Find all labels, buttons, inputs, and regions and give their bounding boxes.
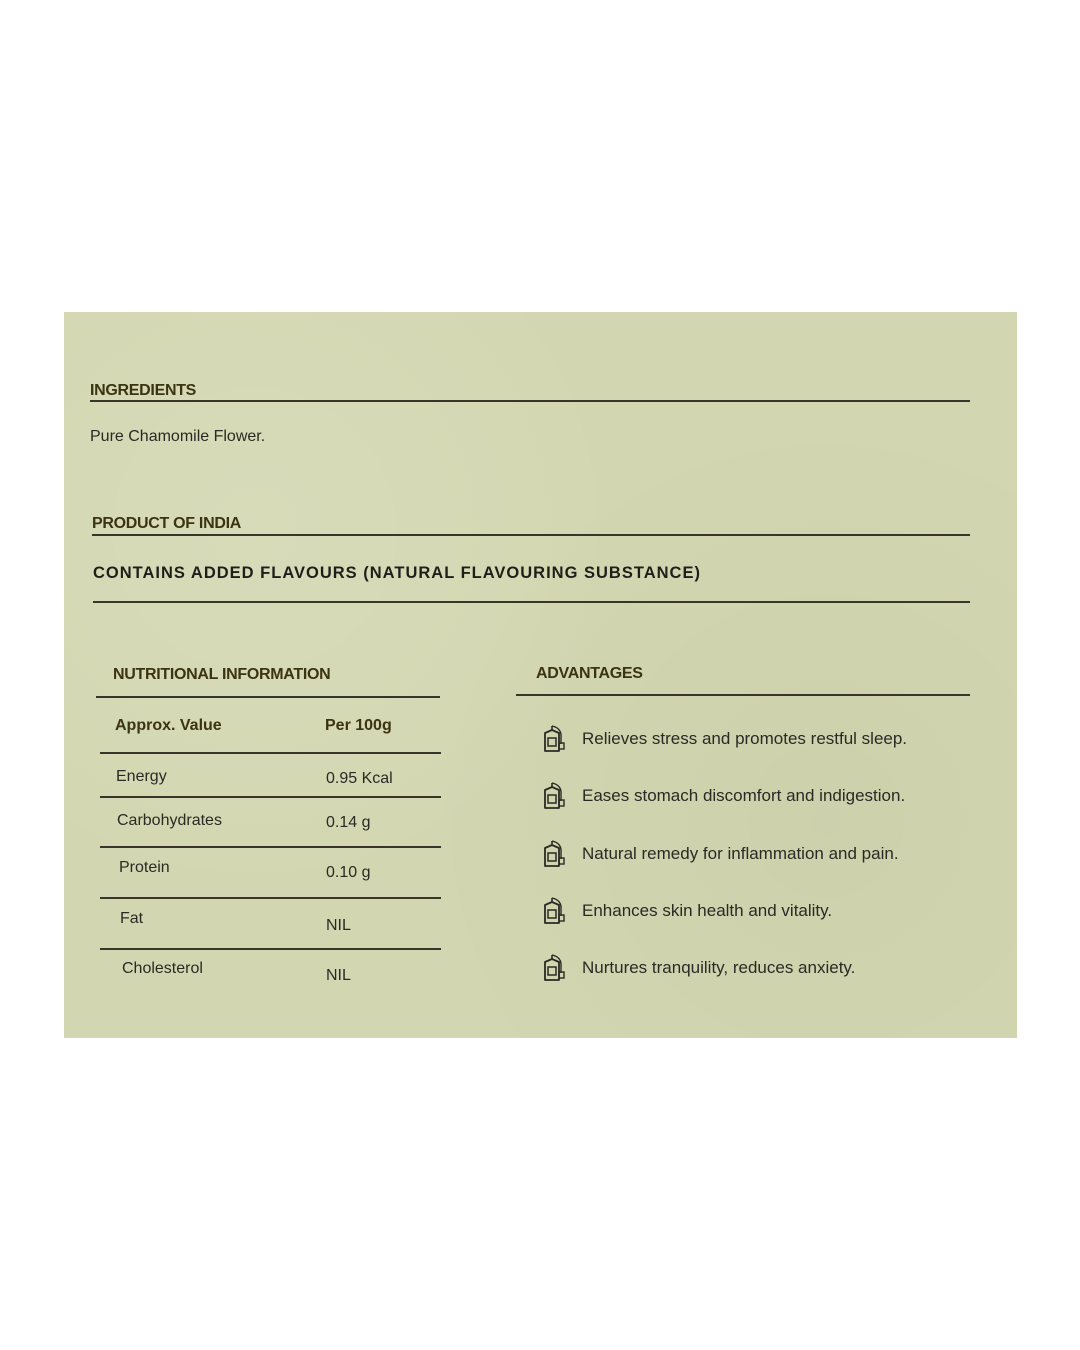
ingredients-heading: INGREDIENTS xyxy=(90,382,197,399)
advantage-item xyxy=(542,953,855,983)
nutrition-row-cholesterol-label: Cholesterol xyxy=(122,960,203,977)
advantage-text: Natural remedy for inflammation and pain. xyxy=(582,844,899,863)
advantages-rule xyxy=(516,694,970,696)
flavour-rule xyxy=(93,601,970,603)
advantages-heading: ADVANTAGES xyxy=(536,665,643,682)
table-row-divider xyxy=(100,796,441,798)
nutrition-heading: NUTRITIONAL INFORMATION xyxy=(113,666,331,683)
advantage-text: Eases stomach discomfort and indigestion. xyxy=(582,786,906,805)
nutrition-row-energy-value: 0.95 Kcal xyxy=(326,770,393,787)
nutrition-row-energy-label: Energy xyxy=(116,768,167,785)
tea-bag-icon xyxy=(542,781,568,811)
advantage-text: Nurtures tranquility, reduces anxiety. xyxy=(582,958,856,977)
table-row-divider xyxy=(100,752,441,754)
origin-rule xyxy=(92,534,970,536)
tea-bag-icon xyxy=(542,724,568,754)
ingredients-text: Pure Chamomile Flower. xyxy=(90,428,266,445)
product-label-card xyxy=(64,312,1017,1038)
table-row-divider xyxy=(100,897,441,899)
advantage-item xyxy=(542,896,832,926)
table-row-divider xyxy=(100,846,441,848)
nutrition-col-header-value: Per 100g xyxy=(325,717,392,734)
nutrition-row-fat-label: Fat xyxy=(120,910,144,927)
advantage-item xyxy=(542,839,899,869)
advantage-text: Enhances skin health and vitality. xyxy=(582,901,833,920)
nutrition-row-fat-value: NIL xyxy=(326,917,351,934)
nutrition-col-header-label: Approx. Value xyxy=(115,717,222,734)
nutrition-row-protein-label: Protein xyxy=(119,859,170,876)
nutrition-row-cholesterol-value: NIL xyxy=(326,967,351,984)
flavour-note: CONTAINS ADDED FLAVOURS (NATURAL FLAVOURING SUBSTANCE) xyxy=(93,564,701,582)
advantage-item xyxy=(542,781,905,811)
tea-bag-icon xyxy=(542,953,568,983)
ingredients-rule xyxy=(90,400,970,402)
advantage-item xyxy=(542,724,907,754)
table-row-divider xyxy=(100,948,441,950)
tea-bag-icon xyxy=(542,896,568,926)
advantage-text: Relieves stress and promotes restful sleep. xyxy=(582,729,908,748)
nutrition-row-carbohydrates-label: Carbohydrates xyxy=(117,812,222,829)
tea-bag-icon xyxy=(542,839,568,869)
nutrition-rule xyxy=(96,696,440,698)
origin-heading: PRODUCT OF INDIA xyxy=(92,515,241,532)
nutrition-row-protein-value: 0.10 g xyxy=(326,864,371,881)
nutrition-row-carbohydrates-value: 0.14 g xyxy=(326,814,371,831)
